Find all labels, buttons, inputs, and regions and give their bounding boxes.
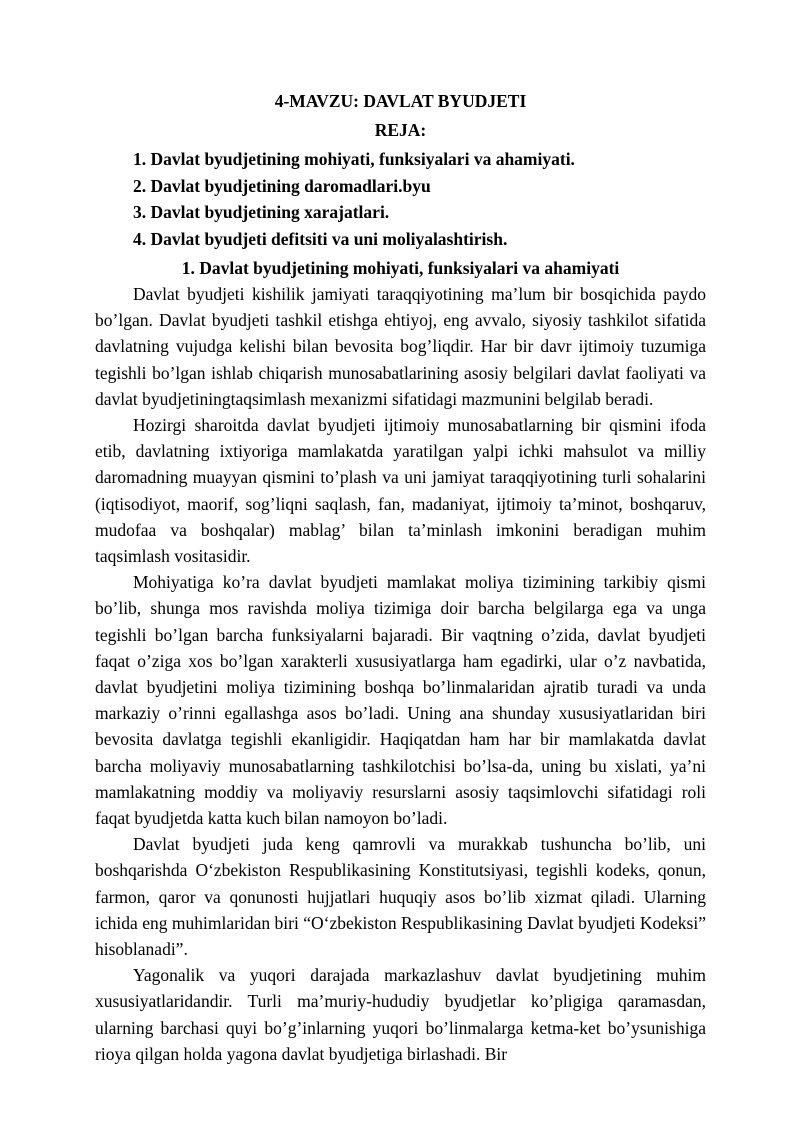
plan-heading: REJA: [374,120,427,140]
document-page [95,90,706,1067]
document-title: 4-MAVZU: DAVLAT BYUDJETI [274,91,527,111]
plan-item: 2. Davlat byudjetining daromadlari.byu [133,175,431,196]
paragraph: Hozirgi sharoitda davlat byudjeti ijtimoiy munosabatlarning bir qismini ifoda etib, davlatning ixtiyoriga mamlakatda yaratilgan yalpi ichki mahsulot va milliy daromadning muayyan qismini to’plash va uni jamiyat taraqqiyotining turli sohalarini (iqtisodiyot, maorif, sog’liqni saqlash, fan, madaniyat, ijtimoiy ta’minot, boshqaruv, mudofaa va boshqalar) mablag’ bilan ta’minlash imkonini beradigan muhim taqsimlash vositasidir. [95,415,706,567]
paragraph: Mohiyatiga ko’ra davlat byudjeti mamlakat moliya tizimining tarkibiy qismi bo’lib, shunga mos ravishda moliya tizimiga doir barcha belgilarga ega va unga tegishli bo’lgan barcha funksiyalarni bajaradi. Bir vaqtning o’zida, davlat byudjeti faqat o’ziga xos bo’lgan xarakterli xususiyatlarga ham egadirki, ular o’z navbatida, davlat byudjetini moliya tizimining boshqa bo’linmalaridan ajratib turadi va unda markaziy o’rinni egallashga asos bo’ladi. Uning ana shunday xususiyatlaridan biri bevosita davlatga tegishli ekanligidir. Haqiqatdan ham har bir mamlakatda davlat barcha moliyaviy munosabatlarning tashkilotchisi bo’lsa-da, uning bu xislati, ya’ni mamlakatning moddiy va moliyaviy resurslarni asosiy taqsimlovchi sifatidagi roli faqat byudjetda katta kuch bilan namoyon bo’ladi. [95,572,706,829]
plan-list [95,146,706,252]
plan-item: 3. Davlat byudjetining xarajatlari. [133,202,390,222]
paragraph: Yagonalik va yuqori darajada markazlashuv davlat byudjetining muhim xususiyatlaridandir. Turli ma’muriy-hududiy byudjetlar ko’pligiga qaramasdan, ularning barchasi quyi bo’g’inlarning yuqori bo’linmalarga ketma-ket bo’ysunishiga rioya qilgan holda yagona davlat byudjetiga birlashadi. Bir [95,965,706,1064]
paragraph: Davlat byudjeti juda keng qamrovli va murakkab tushuncha bo’lib, uni boshqarishda O‘zbekiston Respublikasining Konstitutsiyasi, tegishli kodeks, qonun, farmon, qaror va qonunosti hujjatlari huquqiy asos bo’lib xizmat qiladi. Ularning ichida eng muhimlaridan biri “O‘zbekiston Respublikasining Davlat byudjeti Kodeksi” hisoblanadi”. [95,834,706,960]
paragraph: Davlat byudjeti kishilik jamiyati taraqqiyotining ma’lum bir bosqichida paydo bo’lgan. Davlat byudjeti tashkil etishga ehtiyoj, eng avvalo, siyosiy tashkilot sifatida davlatning vujudga kelishi bilan bevosita bog’liqdir. Har bir davr ijtimoiy tuzumiga tegishli bo’lgan ishlab chiqarish munosabatlarining asosiy belgilari davlat faoliyati va davlat byudjetiningtaqsimlash mexanizmi sifatidagi mazmunini belgilab beradi. [95,284,706,409]
plan-item: 1. Davlat byudjetining mohiyati, funksiyalari va ahamiyati. [133,149,575,169]
section-heading: 1. Davlat byudjetining mohiyati, funksiyalari va ahamiyati [181,258,620,278]
plan-item: 4. Davlat byudjeti defitsiti va uni moliyalashtirish. [133,228,508,249]
